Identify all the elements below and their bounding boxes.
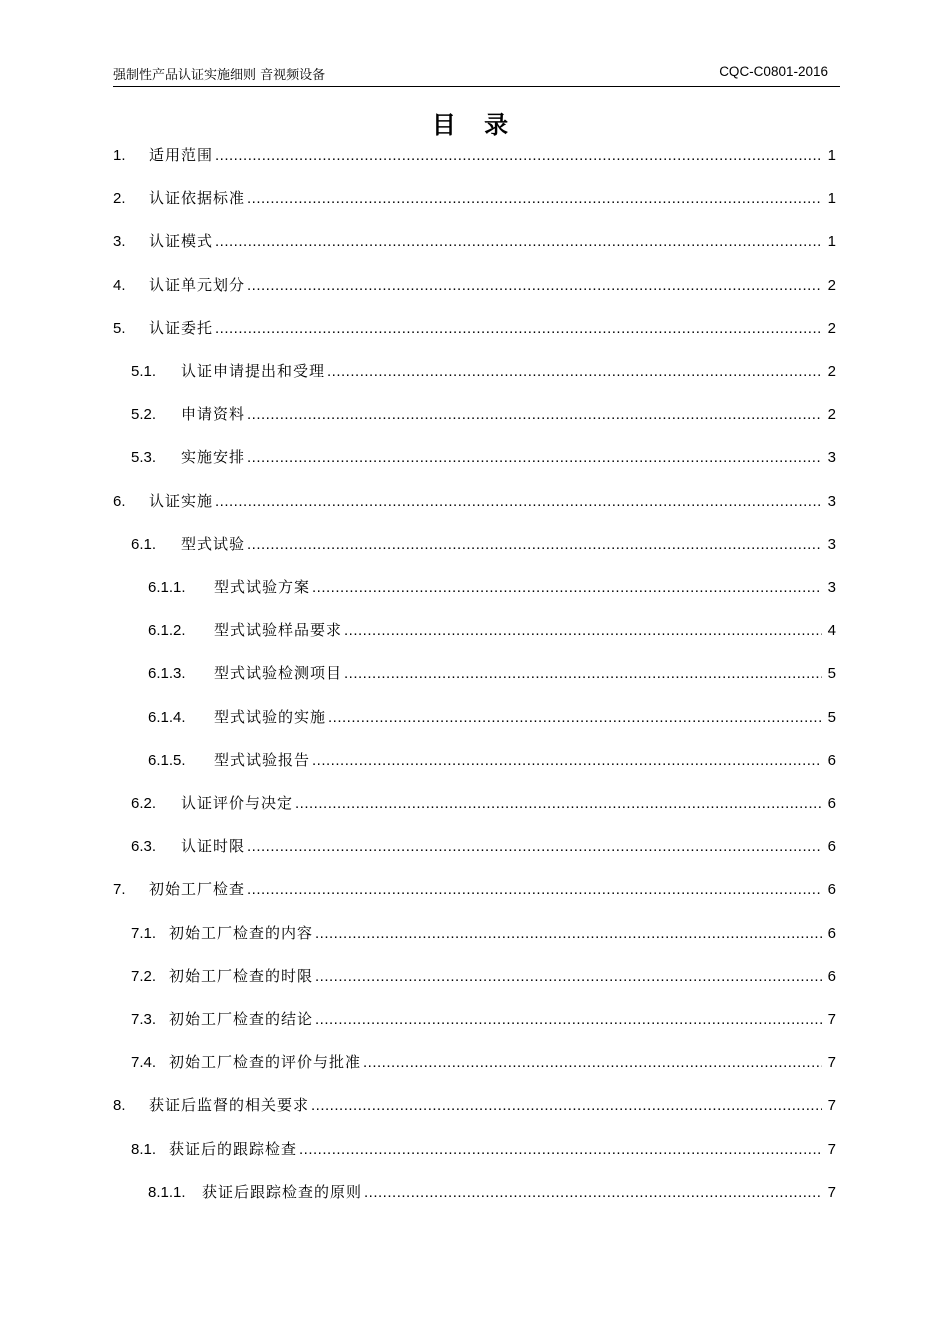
toc-entry-label: 认证时限 [181, 837, 246, 856]
toc-entry-page-number: 5 [827, 665, 836, 683]
toc-entry-number: 6.1.3. [148, 665, 186, 683]
toc-leader-dots [215, 489, 822, 515]
toc-entry-number: 6.1.5. [148, 751, 186, 769]
toc-entry[interactable] [113, 185, 836, 211]
toc-entry-page-number: 7 [827, 1011, 836, 1028]
toc-entry-number: 6.1.1. [148, 579, 186, 596]
toc-leader-dots [247, 402, 822, 428]
toc-entry[interactable] [148, 617, 836, 643]
toc-entry-page-number: 3 [827, 535, 836, 553]
toc-entry-number: 8. [113, 1097, 126, 1115]
toc-leader-dots [247, 834, 822, 860]
toc-leader-dots [344, 618, 822, 644]
toc-leader-dots [364, 1180, 822, 1206]
toc-entry-page-number: 3 [827, 579, 836, 596]
toc-leader-dots [315, 1007, 822, 1033]
toc-entry-number: 5.2. [131, 406, 157, 424]
toc-entry-label: 型式试验检测项目 [214, 664, 343, 683]
toc-leader-dots [247, 273, 822, 299]
toc-entry[interactable] [131, 401, 836, 427]
toc-entry-page-number: 2 [827, 363, 836, 380]
toc-entry-number: 7.2. [131, 967, 157, 985]
toc-entry-page-number: 7 [827, 1054, 836, 1072]
toc-entry-label: 型式试验报告 [214, 750, 311, 769]
toc-entry-label: 认证评价与决定 [181, 794, 294, 812]
toc-entry-number: 6.2. [131, 795, 157, 812]
toc-entry[interactable] [148, 574, 836, 600]
toc-entry[interactable] [131, 790, 836, 816]
toc-entry[interactable] [131, 1049, 836, 1075]
toc-entry-page-number: 6 [827, 751, 836, 769]
toc-leader-dots [247, 186, 822, 212]
toc-entry-number: 4. [113, 276, 126, 294]
toc-entry[interactable] [113, 272, 836, 298]
toc-leader-dots [247, 445, 822, 471]
toc-entry-number: 6. [113, 492, 126, 510]
toc-entry-number: 5. [113, 319, 126, 337]
toc-entry-label: 认证申请提出和受理 [181, 362, 326, 380]
toc-entry-label: 认证模式 [149, 232, 214, 251]
toc-entry-page-number: 1 [827, 190, 836, 208]
toc-entry-page-number: 4 [827, 622, 836, 640]
toc-leader-dots [295, 791, 822, 817]
toc-entry-page-number: 1 [827, 147, 836, 164]
toc-entry-number: 6.1. [131, 535, 157, 553]
toc-entry-label: 认证委托 [149, 318, 214, 337]
toc-leader-dots [299, 1137, 822, 1163]
toc-entry-label: 初始工厂检查的结论 [169, 1010, 314, 1028]
toc-entry[interactable] [113, 876, 836, 902]
toc-entry-number: 5.1. [131, 363, 157, 380]
toc-leader-dots [247, 532, 822, 558]
toc-entry-page-number: 5 [827, 708, 836, 726]
toc-entry-label: 型式试验的实施 [214, 707, 327, 726]
toc-entry[interactable] [131, 963, 836, 989]
toc-entry-page-number: 6 [827, 838, 836, 856]
toc-entry-page-number: 6 [827, 881, 836, 899]
toc-entry[interactable] [131, 531, 836, 557]
toc-entry[interactable] [113, 228, 836, 254]
toc-entry[interactable] [113, 1092, 836, 1118]
header-document-code: CQC-C0801-2016 [719, 64, 828, 79]
toc-entry-number: 3. [113, 233, 126, 251]
toc-entry-label: 型式试验 [181, 534, 246, 553]
toc-entry-label: 初始工厂检查的时限 [169, 966, 314, 985]
toc-entry-number: 6.1.2. [148, 622, 186, 640]
toc-entry-number: 5.3. [131, 449, 157, 467]
toc-entry-number: 7.3. [131, 1011, 157, 1028]
toc-entry[interactable] [148, 1179, 836, 1205]
toc-title: 目 录 [431, 111, 519, 139]
toc-entry[interactable] [148, 660, 836, 686]
toc-entry-number: 8.1.1. [148, 1183, 186, 1201]
toc-entry-label: 初始工厂检查的评价与批准 [169, 1053, 362, 1072]
toc-entry-number: 8.1. [131, 1140, 157, 1158]
toc-entry-page-number: 6 [827, 795, 836, 812]
toc-entry[interactable] [148, 704, 836, 730]
toc-entry-page-number: 1 [827, 233, 836, 251]
toc-entry[interactable] [131, 444, 836, 470]
toc-entry-label: 认证实施 [149, 491, 214, 510]
toc-entry-page-number: 7 [827, 1140, 836, 1158]
toc-entry[interactable] [113, 488, 836, 514]
toc-entry-label: 初始工厂检查 [149, 880, 246, 899]
toc-entry-label: 认证单元划分 [149, 275, 246, 294]
toc-leader-dots [215, 143, 822, 169]
page-header [113, 62, 840, 87]
toc-entry-number: 6.1.4. [148, 708, 186, 726]
toc-entry-label: 初始工厂检查的内容 [169, 923, 314, 942]
toc-entry[interactable] [131, 358, 836, 384]
toc-entry-label: 获证后监督的相关要求 [149, 1096, 310, 1115]
toc-leader-dots [315, 964, 822, 990]
toc-entry-page-number: 3 [827, 449, 836, 467]
toc-leader-dots [215, 316, 822, 342]
toc-entry-label: 认证依据标准 [149, 189, 246, 208]
toc-entry[interactable] [131, 1006, 836, 1032]
toc-entry-page-number: 6 [827, 924, 836, 942]
toc-entry[interactable] [131, 833, 836, 859]
toc-entry-number: 7.4. [131, 1054, 157, 1072]
toc-leader-dots [311, 1093, 822, 1119]
toc-entry-label: 型式试验样品要求 [214, 621, 343, 640]
toc-entry-page-number: 7 [827, 1097, 836, 1115]
toc-entry-number: 7. [113, 881, 126, 899]
toc-entry-label: 申请资料 [181, 405, 246, 424]
toc-leader-dots [328, 705, 822, 731]
toc-entry-page-number: 3 [827, 492, 836, 510]
toc-leader-dots [312, 748, 822, 774]
toc-entry[interactable] [131, 1136, 836, 1162]
toc-leader-dots [247, 877, 822, 903]
toc-entry-page-number: 2 [827, 319, 836, 337]
toc-entry-label: 适用范围 [149, 146, 214, 164]
toc-entry-label: 获证后跟踪检查的原则 [202, 1182, 363, 1201]
toc-entry-number: 1. [113, 147, 126, 164]
toc-entry-label: 实施安排 [181, 448, 246, 467]
toc-leader-dots [327, 359, 822, 385]
toc-leader-dots [363, 1050, 822, 1076]
toc-leader-dots [315, 921, 822, 947]
toc-entry-label: 型式试验方案 [214, 578, 311, 596]
header-document-title: 强制性产品认证实施细则 音视频设备 [113, 68, 326, 83]
toc-entry-label: 获证后的跟踪检查 [169, 1139, 298, 1158]
toc-entry-page-number: 7 [827, 1183, 836, 1201]
toc-leader-dots [215, 229, 822, 255]
toc-entry[interactable] [131, 920, 836, 946]
toc-leader-dots [312, 575, 822, 601]
toc-entry-page-number: 2 [827, 406, 836, 424]
toc-leader-dots [344, 661, 822, 687]
toc-entry-number: 7.1. [131, 924, 157, 942]
toc-entry-page-number: 6 [827, 967, 836, 985]
toc-entry-number: 2. [113, 190, 126, 208]
toc-entry-number: 6.3. [131, 838, 157, 856]
toc-entry[interactable] [113, 315, 836, 341]
toc-entry-page-number: 2 [827, 276, 836, 294]
toc-entry[interactable] [113, 142, 836, 168]
toc-entry[interactable] [148, 747, 836, 773]
